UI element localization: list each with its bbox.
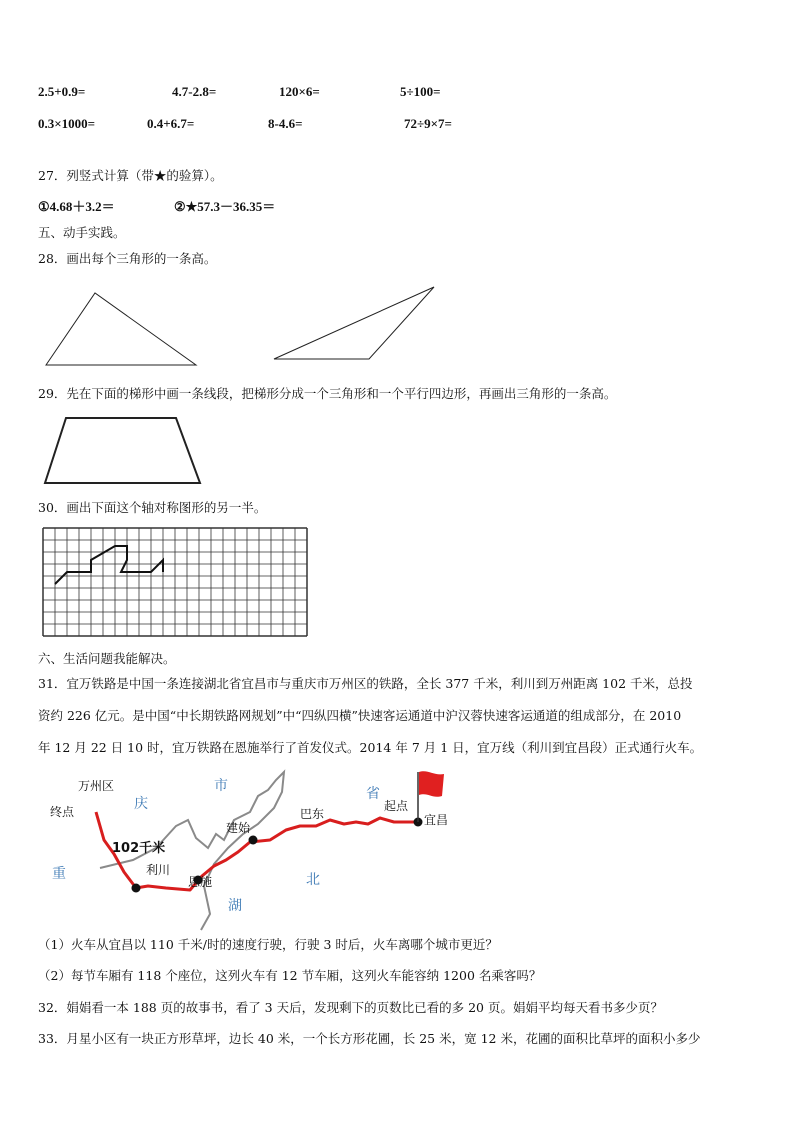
q28-title: 28．画出每个三角形的一条高。 <box>38 251 217 266</box>
q31-sub-1: （1）火车从宜昌以 110 千米/时的速度行驶，行驶 3 时后，火车离哪个城市更近？ <box>38 937 498 952</box>
q31-line-3: 年 12 月 22 日 10 时，宜万铁路在恩施举行了首发仪式。2014 年 7 月 1 日，宜万线（利川到宜昌段）正式通行火车。 <box>38 740 703 755</box>
triangle-1 <box>46 293 196 365</box>
q27-item-2: ②★57.3－36.35＝ <box>174 199 276 214</box>
map-label-chong: 重 <box>52 866 66 882</box>
map-label-shi: 市 <box>214 778 228 794</box>
section6-heading: 六、生活问题我能解决。 <box>38 651 176 666</box>
map-label-bei: 北 <box>306 872 320 888</box>
q30-title: 30．画出下面这个轴对称图形的另一半。 <box>38 500 267 515</box>
trapezoid <box>45 418 200 483</box>
triangle-2 <box>274 287 434 359</box>
q28-triangles <box>0 280 794 380</box>
map-label-hu: 湖 <box>228 898 242 914</box>
arith-8: 72÷9×7= <box>404 116 452 131</box>
q29-trapezoid <box>0 412 794 492</box>
q27-title: 27．列竖式计算（带★的验算）。 <box>38 168 223 183</box>
q32-text: 32．娟娟看一本 188 页的故事书，看了 3 天后，发现剩下的页数比已看的多 20 页。娟娟平均每天看书多少页？ <box>38 1000 663 1015</box>
q31-line-1: 31．宜万铁路是中国一条连接湖北省宜昌市与重庆市万州区的铁路，全长 377 千米，利川到万州距离 102 千米，总投 <box>38 676 693 691</box>
map-label-sheng: 省 <box>366 786 380 802</box>
map-label-enshi: 恩施 <box>188 875 213 889</box>
arith-1: 2.5+0.9= <box>38 84 86 99</box>
arith-5: 0.3×1000= <box>38 116 96 131</box>
station-lichuan <box>132 884 141 893</box>
section5-heading: 五、动手实践。 <box>38 225 126 240</box>
q29-title: 29．先在下面的梯形中画一条线段，把梯形分成一个三角形和一个平行四边形，再画出三角形的一条高。 <box>38 386 617 401</box>
arith-4: 5÷100= <box>400 84 441 99</box>
q27-item-1: ①4.68＋3.2＝ <box>38 199 115 214</box>
map-label-lichuan: 利川 <box>146 863 171 877</box>
q33-text: 33．月星小区有一块正方形草坪，边长 40 米，一个长方形花圃，长 25 米，宽 12 米，花圃的面积比草坪的面积小多少 <box>38 1031 701 1046</box>
map-label-qing: 庆 <box>134 796 148 812</box>
q30-grid <box>43 528 313 638</box>
q31-sub-2: （2）每节车厢有 118 个座位，这列火车有 12 节车厢，这列火车能容纳 1200 名乘客吗？ <box>38 968 542 983</box>
map-label-jianshi: 建始 <box>226 821 251 835</box>
arith-2: 4.7-2.8= <box>172 84 217 99</box>
map-label-yichang: 宜昌 <box>424 813 449 827</box>
map-label-wanzhou: 万州区 <box>78 779 115 793</box>
arith-6: 0.4+6.7= <box>147 116 195 131</box>
arith-7: 8-4.6= <box>268 116 303 131</box>
arith-3: 120×6= <box>279 84 320 99</box>
map-label-badong: 巴东 <box>300 807 325 821</box>
flag-icon <box>419 771 444 797</box>
q31-line-2: 资约 226 亿元。是中国“中长期铁路网规划”中“四纵四横”快速客运通道中沪汉蓉快速客运通道的组成部分，在 2010 <box>38 708 682 723</box>
map-label-distance: 102千米 <box>112 841 166 856</box>
station-jianshi <box>249 836 258 845</box>
railway-map <box>38 768 468 933</box>
map-label-zhongdian: 终点 <box>50 805 75 819</box>
map-label-qidian: 起点 <box>384 799 409 813</box>
